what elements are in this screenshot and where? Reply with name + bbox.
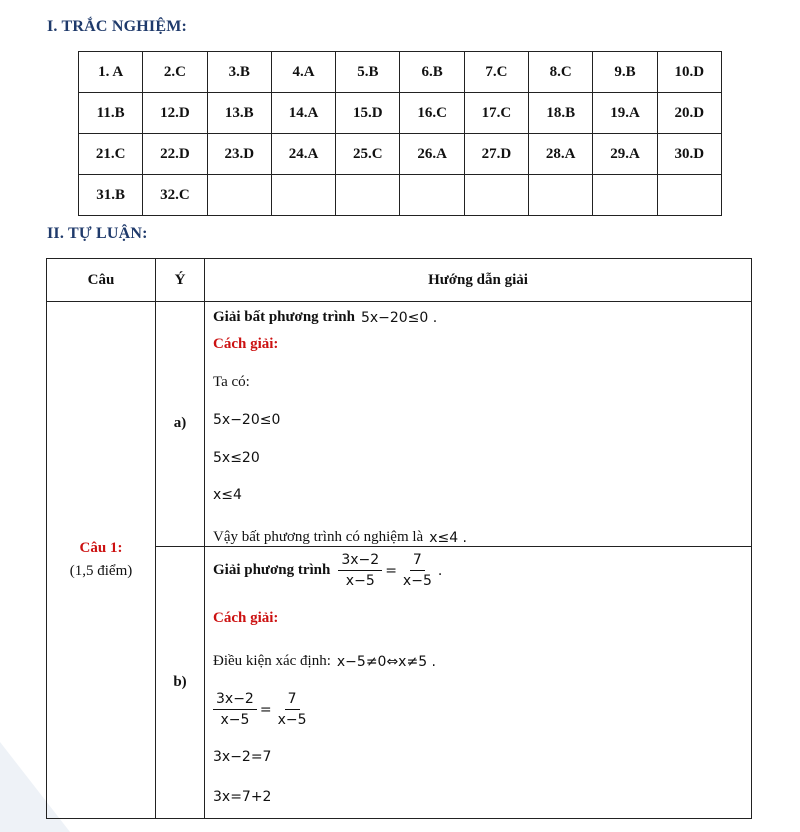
part-a-conclusion: Vậy bất phương trình có nghiệm là bbox=[213, 528, 424, 545]
answer-cell: 28.A bbox=[529, 134, 593, 175]
solution-header-row bbox=[47, 259, 752, 302]
answer-row bbox=[79, 93, 722, 134]
answer-cell: 31.B bbox=[79, 175, 143, 216]
answer-cell: 23.D bbox=[207, 134, 271, 175]
part-a-row bbox=[47, 302, 752, 547]
frac-denominator: x−5 bbox=[277, 712, 307, 729]
answer-cell: 27.D bbox=[464, 134, 528, 175]
answer-cell: 8.C bbox=[529, 52, 593, 93]
answer-cell: 14.A bbox=[271, 93, 335, 134]
header-guide: Hướng dẫn giải bbox=[205, 259, 752, 302]
answer-cell: 16.C bbox=[400, 93, 464, 134]
part-b-prompt-frac-right bbox=[400, 552, 435, 589]
part-a-conclusion-line bbox=[213, 514, 743, 546]
answer-cell: 6.B bbox=[400, 52, 464, 93]
part-a-prompt-line bbox=[213, 302, 743, 326]
part-a-conclusion-math: x≤4 . bbox=[429, 529, 468, 546]
frac-numerator: 7 bbox=[285, 691, 300, 710]
answer-cell: 12.D bbox=[143, 93, 207, 134]
part-a-method: Cách giải: bbox=[213, 336, 279, 353]
answer-cell: 25.C bbox=[336, 134, 400, 175]
part-a-prompt-math: 5x−20≤0 . bbox=[360, 310, 438, 326]
answer-row bbox=[79, 134, 722, 175]
answer-cell: 26.A bbox=[400, 134, 464, 175]
equals-sign: = bbox=[385, 562, 397, 579]
part-a-step2: 5x≤20 bbox=[213, 449, 260, 466]
answer-cell: 17.C bbox=[464, 93, 528, 134]
part-b-step2: 3x−2=7 bbox=[213, 749, 272, 766]
part-b-condition-math: x−5≠0⇔x≠5 . bbox=[336, 653, 437, 670]
part-a-label: a) bbox=[156, 302, 205, 547]
section-title-essay: II. TỰ LUẬN: bbox=[47, 225, 148, 242]
answer-cell: 3.B bbox=[207, 52, 271, 93]
frac-denominator: x−5 bbox=[345, 573, 375, 590]
answer-row bbox=[79, 175, 722, 216]
frac-denominator: x−5 bbox=[220, 712, 250, 729]
part-b-prompt-line bbox=[213, 547, 743, 595]
part-a-prompt: Giải bất phương trình bbox=[213, 309, 355, 325]
answer-cell: 21.C bbox=[79, 134, 143, 175]
part-a-guide bbox=[205, 302, 752, 547]
part-a-step3-line bbox=[213, 476, 743, 514]
part-b-condition-text: Điều kiện xác định: bbox=[213, 653, 331, 670]
answer-cell: 22.D bbox=[143, 134, 207, 175]
frac-numerator: 3x−2 bbox=[213, 691, 257, 710]
answer-cell: 2.C bbox=[143, 52, 207, 93]
section-title-multiple-choice: I. TRẮC NGHIỆM: bbox=[47, 18, 188, 35]
answer-cell: 32.C bbox=[143, 175, 207, 216]
equals-sign: = bbox=[259, 701, 272, 718]
part-a-intro-line bbox=[213, 364, 743, 402]
period: . bbox=[437, 562, 443, 579]
part-a-intro: Ta có: bbox=[213, 373, 250, 390]
answer-cell bbox=[529, 175, 593, 216]
part-b-step1-frac-left bbox=[213, 691, 257, 728]
answer-cell: 4.A bbox=[271, 52, 335, 93]
part-b-prompt-frac-left bbox=[338, 552, 382, 589]
answer-cell bbox=[400, 175, 464, 216]
header-cau: Câu bbox=[47, 259, 156, 302]
answer-cell: 5.B bbox=[336, 52, 400, 93]
answer-cell: 20.D bbox=[657, 93, 721, 134]
part-a-step1: 5x−20≤0 bbox=[213, 411, 281, 428]
part-b-step2-line bbox=[213, 739, 743, 777]
answer-cell bbox=[657, 175, 721, 216]
part-a-step2-line bbox=[213, 439, 743, 477]
answer-cell: 19.A bbox=[593, 93, 657, 134]
question-points: (1,5 điểm) bbox=[69, 563, 133, 580]
part-b-condition-line bbox=[213, 643, 743, 681]
part-b-step1-line bbox=[213, 681, 743, 739]
answer-cell bbox=[271, 175, 335, 216]
frac-numerator: 3x−2 bbox=[338, 552, 382, 571]
part-b-guide bbox=[205, 546, 752, 818]
frac-denominator: x−5 bbox=[402, 573, 432, 590]
part-b-prompt: Giải phương trình bbox=[213, 562, 331, 579]
part-a-step1-line bbox=[213, 401, 743, 439]
answer-cell bbox=[593, 175, 657, 216]
part-b-step1-frac-right bbox=[275, 691, 310, 728]
solution-table bbox=[46, 258, 752, 819]
part-b-method: Cách giải: bbox=[213, 610, 279, 627]
part-a-step3: x≤4 bbox=[213, 487, 242, 504]
answer-cell: 30.D bbox=[657, 134, 721, 175]
part-b-step3: 3x=7+2 bbox=[213, 789, 272, 806]
answer-cell: 29.A bbox=[593, 134, 657, 175]
header-y: Ý bbox=[156, 259, 205, 302]
answer-cell: 18.B bbox=[529, 93, 593, 134]
question-cell bbox=[47, 302, 156, 819]
part-a-method-line bbox=[213, 326, 743, 364]
answer-cell: 15.D bbox=[336, 93, 400, 134]
answer-cell bbox=[336, 175, 400, 216]
answer-cell: 1. A bbox=[79, 52, 143, 93]
question-label: Câu 1: bbox=[79, 540, 123, 557]
answer-cell: 13.B bbox=[207, 93, 271, 134]
part-b-step3-line bbox=[213, 776, 743, 818]
answer-cell: 24.A bbox=[271, 134, 335, 175]
answer-cell: 11.B bbox=[79, 93, 143, 134]
part-b-label: b) bbox=[156, 546, 205, 818]
answer-key-table bbox=[78, 51, 722, 216]
part-b-method-line bbox=[213, 595, 743, 643]
answer-cell bbox=[464, 175, 528, 216]
answer-cell: 9.B bbox=[593, 52, 657, 93]
answer-cell bbox=[207, 175, 271, 216]
frac-numerator: 7 bbox=[410, 552, 425, 571]
answer-row bbox=[79, 52, 722, 93]
answer-cell: 7.C bbox=[464, 52, 528, 93]
answer-cell: 10.D bbox=[657, 52, 721, 93]
